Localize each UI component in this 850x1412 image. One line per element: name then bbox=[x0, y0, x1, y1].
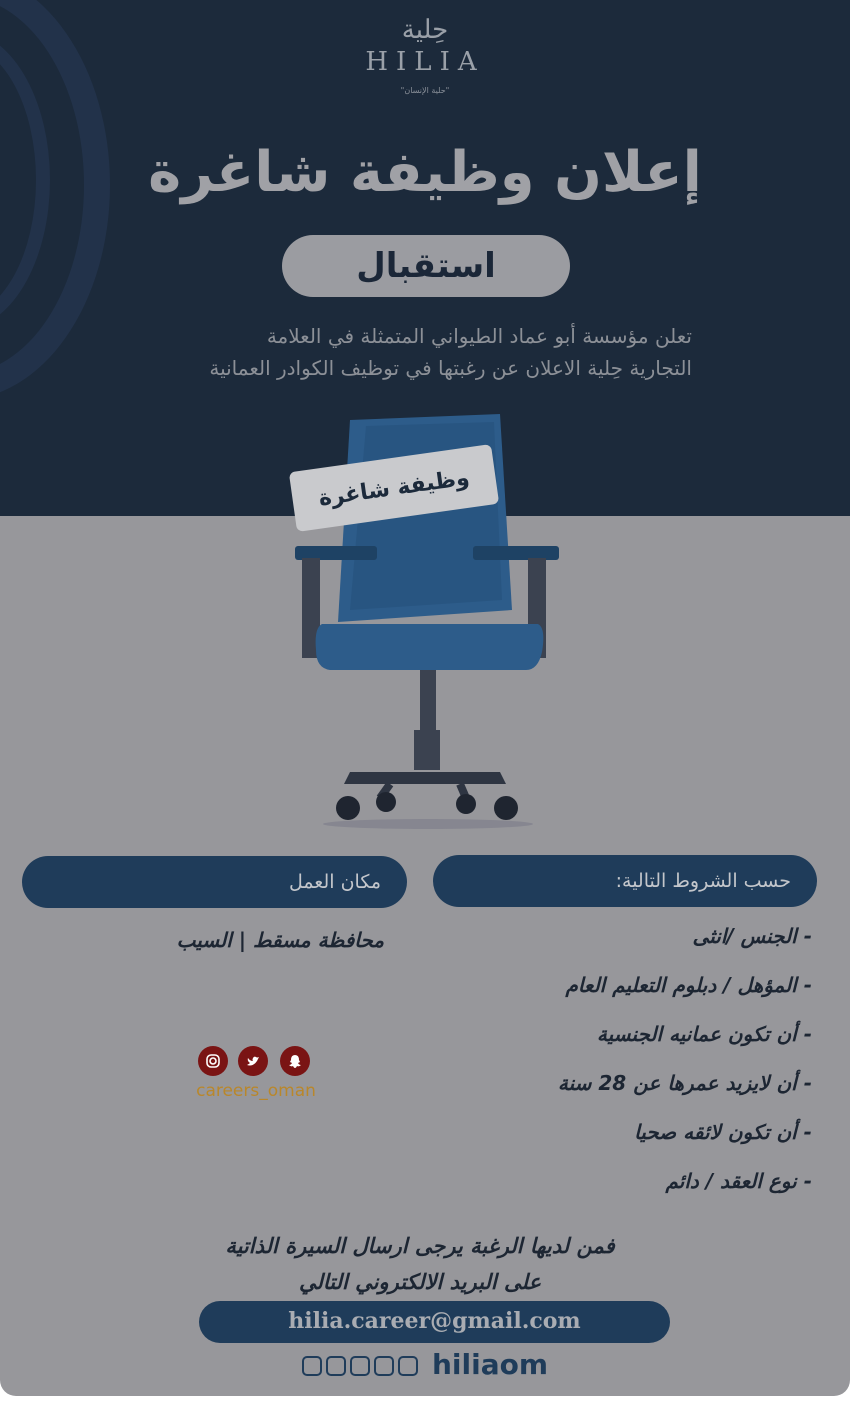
twitter-icon[interactable] bbox=[374, 1356, 394, 1376]
page-title: إعلان وظيفة شاغرة bbox=[148, 140, 702, 205]
chair-seat bbox=[316, 624, 544, 670]
condition-age: - أن لايزيد عمرها عن 28 سنة bbox=[557, 1071, 812, 1095]
chair-wheel-3 bbox=[456, 794, 476, 814]
chair-armrest-right bbox=[473, 546, 559, 560]
brand-latin-name: HILIA bbox=[365, 47, 485, 77]
chair-wheel-4 bbox=[494, 796, 518, 820]
social-icons bbox=[196, 1046, 316, 1076]
social-handle[interactable]: careers_oman bbox=[196, 1081, 316, 1101]
intro-line-1: تعلن مؤسسة أبو عماد الطيواني المتمثلة في العلامة bbox=[266, 324, 692, 348]
snapchat-icon[interactable] bbox=[302, 1356, 322, 1376]
instagram-icon[interactable] bbox=[198, 1046, 228, 1076]
brand-tagline: "حلية الإنسان" bbox=[400, 86, 450, 95]
twitter-icon[interactable] bbox=[238, 1046, 268, 1076]
snapchat-icon[interactable] bbox=[280, 1046, 310, 1076]
brand-arabic-name: حِلية bbox=[401, 15, 449, 45]
vacancy-sign-text: وظيفة شاغرة bbox=[317, 465, 471, 511]
chair-shadow bbox=[323, 819, 533, 829]
chair-wheel-2 bbox=[376, 792, 396, 812]
intro-line-2: التجارية حِلية الاعلان عن رغبتها في توظيف الكوادر العمانية bbox=[209, 356, 692, 380]
position-title-badge bbox=[282, 235, 570, 297]
chair-armrest-left bbox=[295, 546, 377, 560]
chair-base bbox=[344, 772, 506, 784]
conditions-title: حسب الشروط التالية: bbox=[615, 870, 791, 892]
position-title: استقبال bbox=[356, 246, 496, 286]
chair-column bbox=[420, 670, 436, 730]
conditions-header bbox=[433, 855, 817, 907]
instagram-icon[interactable] bbox=[398, 1356, 418, 1376]
condition-health: - أن تكون لائقه صحيا bbox=[634, 1120, 812, 1144]
chair-gas-lift bbox=[414, 730, 440, 770]
email-badge[interactable] bbox=[199, 1301, 670, 1343]
condition-qualification: - المؤهل / دبلوم التعليم العام bbox=[565, 973, 812, 997]
condition-gender: - الجنس /انثى bbox=[692, 924, 812, 948]
intro-text bbox=[120, 320, 692, 384]
footer-handle[interactable]: hiliaom bbox=[432, 1348, 549, 1381]
conditions-list bbox=[440, 918, 812, 1212]
chair-wheel-1 bbox=[336, 796, 360, 820]
email-address[interactable]: hilia.career@gmail.com bbox=[288, 1308, 581, 1334]
apply-line-1: فمن لديها الرغبة يرجى ارسال السيرة الذاتية bbox=[225, 1234, 615, 1258]
condition-nationality: - أن تكون عمانيه الجنسية bbox=[596, 1022, 812, 1046]
brand-logo bbox=[0, 14, 850, 95]
footer-social-icons bbox=[302, 1356, 418, 1378]
youtube-icon[interactable] bbox=[326, 1356, 346, 1376]
apply-instructions bbox=[160, 1228, 680, 1300]
apply-line-2: على البريد الالكتروني التالي bbox=[298, 1270, 542, 1294]
location-title: مكان العمل bbox=[288, 871, 381, 893]
facebook-icon[interactable] bbox=[350, 1356, 370, 1376]
location-header bbox=[22, 856, 407, 908]
work-location: محافظة مسقط | السيب bbox=[176, 928, 384, 952]
condition-contract: - نوع العقد / دائم bbox=[665, 1169, 812, 1193]
